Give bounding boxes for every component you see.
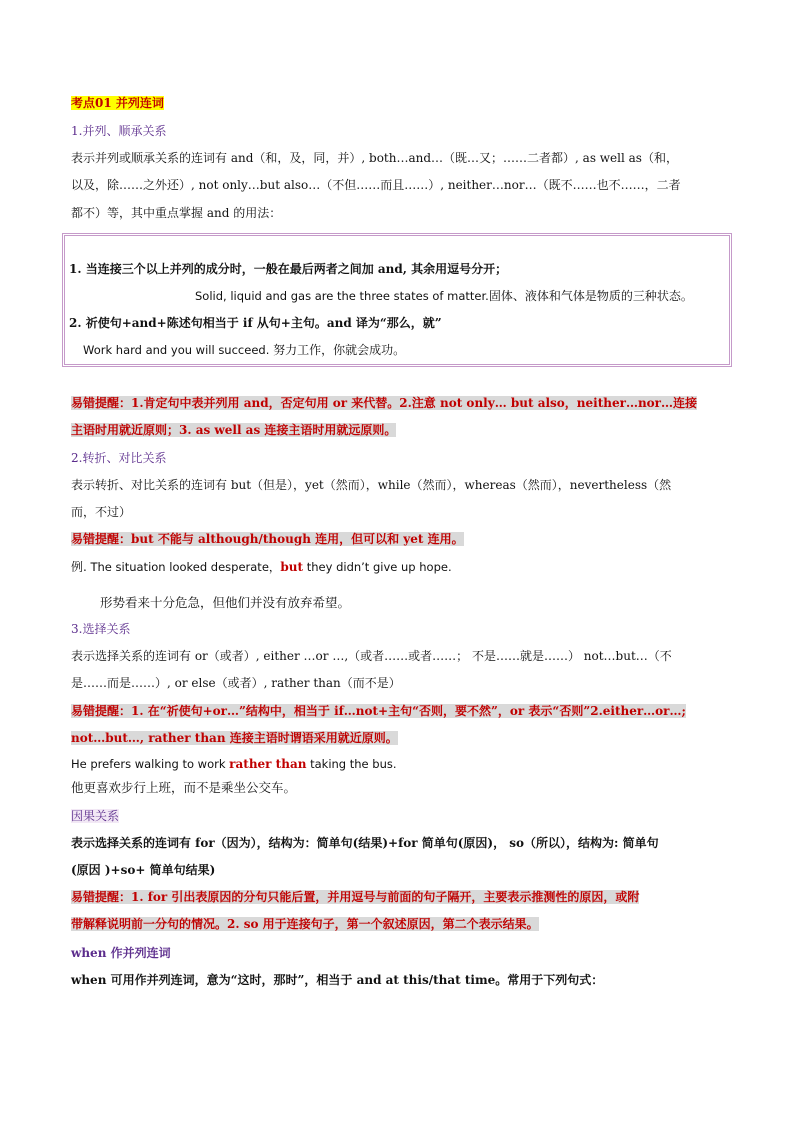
note-example-2: Work hard and you will succeed. 努力工作，你就会成功。: [83, 343, 406, 357]
example-sentence: 例. The situation looked desperate，but they didn’t give up hope.: [71, 560, 452, 574]
note-rule-2: 2. 祈使句+and+陈述句相当于 if 从句+主句。and 译为“那么，就”: [69, 316, 442, 330]
section-title: 考点01 并列连词: [71, 96, 164, 110]
note-example-1: Solid, liquid and gas are the three states of matter.固体、液体和气体是物质的三种状态。: [195, 289, 693, 303]
tip-line: not…but…, rather than 连接主语时谓语采用就近原则。: [71, 731, 398, 745]
tip-line: 易错提醒：1.肯定句中表并列用 and，否定句用 or 来代替。2.注意 not only… but also，neither…nor…连接: [71, 396, 697, 410]
example-translation: 他更喜欢步行上班，而不是乘坐公交车。: [71, 780, 297, 795]
paragraph-line: 表示选择关系的连词有 for（因为），结构为：简单句(结果)+for 简单句(原因)， so（所以），结构为: 简单句: [71, 836, 659, 850]
heading-cause: 因果关系: [71, 809, 120, 823]
paragraph-line: 是……而是……）, or else（或者）, rather than（而不是）: [71, 676, 401, 690]
paragraph-line: 表示转折、对比关系的连词有 but（但是），yet（然而），while（然而），whereas（然而），nevertheless（然: [71, 478, 672, 492]
paragraph-line: 以及，除……之外还）, not only…but also…（不但……而且……）, neither…nor…（既不……也不……，二者: [71, 178, 681, 192]
paragraph-line: 都不）等，其中重点掌握 and 的用法：: [71, 206, 282, 220]
note-rule-1: 1. 当连接三个以上并列的成分时，一般在最后两者之间加 and, 其余用逗号分开；: [69, 262, 508, 276]
tip-line: 易错提醒：1. 在“祈使句+or…”结构中，相当于 if…not+主句“否则，要不然”，or 表示“否则”2.either…or…;: [71, 704, 686, 718]
heading-choice: 3.选择关系: [71, 622, 131, 636]
heading-contrast: 2.转折、对比关系: [71, 451, 167, 465]
paragraph-line: 表示并列或顺承关系的连词有 and（和，及，同，并）, both…and…（既…又；……二者都）, as well as（和，: [71, 151, 678, 165]
tip-line: 带解释说明前一分句的情况。2. so 用于连接句子，第一个叙述原因，第二个表示结果。: [71, 917, 539, 931]
tip-line: 主语时用就近原则；3. as well as 连接主语时用就远原则。: [71, 423, 397, 437]
paragraph-line: (原因 )+so+ 简单句结果): [71, 863, 216, 877]
example-sentence: He prefers walking to work rather than taking the bus.: [71, 757, 397, 771]
tip-line: 易错提醒：but 不能与 although/though 连用，但可以和 yet 连用。: [71, 532, 464, 546]
tip-line: 易错提醒：1. for 引出表原因的分句只能后置，并用逗号与前面的句子隔开，主要表示推测性的原因，或附: [71, 890, 640, 904]
note-box: [62, 233, 732, 367]
paragraph-line: 表示选择关系的连词有 or（或者）, either …or …,（或者……或者……； 不是……就是……） not…but…（不: [71, 649, 672, 663]
paragraph-line: when 可用作并列连词，意为“这时，那时”，相当于 and at this/that time。常用于下列句式：: [71, 973, 604, 987]
paragraph-line: 而，不过）: [71, 505, 132, 519]
heading-coordinate: 1.并列、顺承关系: [71, 124, 167, 138]
example-translation: 形势看来十分危急，但他们并没有放弃希望。: [100, 595, 351, 610]
heading-when: when 作并列连词: [71, 946, 171, 960]
